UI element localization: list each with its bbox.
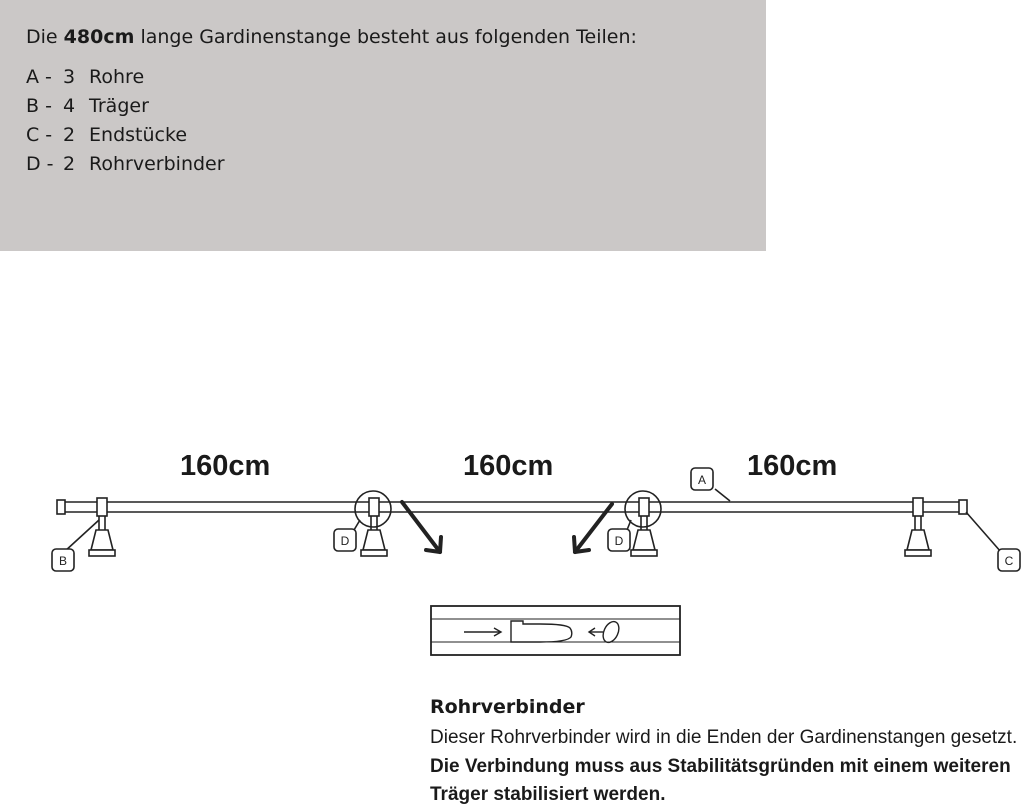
callout-b: B <box>58 554 68 568</box>
connector-title: Rohrverbinder <box>430 696 585 718</box>
dimension-label-middle: 160cm <box>463 450 554 482</box>
dimension-label-left: 160cm <box>180 450 271 482</box>
curtain-rod <box>57 500 967 514</box>
part-row-b: B - 4 Träger <box>26 95 149 117</box>
total-length: 480cm <box>63 26 135 48</box>
callout-a: A <box>697 473 707 487</box>
part-row-c: C - 2 Endstücke <box>26 124 188 146</box>
connector-detail <box>431 606 680 655</box>
connector-plug <box>511 621 572 642</box>
leader-c <box>966 512 1001 552</box>
leader-d-left <box>354 520 360 530</box>
intro-text: Die 480cm lange Gardinenstange besteht aus folgenden Teilen: <box>26 26 637 48</box>
bracket-1 <box>89 498 115 556</box>
callout-d-left: D <box>340 534 350 548</box>
part-row-d: D - 2 Rohrverbinder <box>26 153 225 175</box>
dimension-label-right: 160cm <box>747 450 838 482</box>
connector-description: Dieser Rohrverbinder wird in die Enden der Gardinenstangen gesetzt. Die Verbindung muss aus Stabilitätsgründen mit einem weiteren Träger stabilisiert werden. <box>430 727 1018 805</box>
rod-opening <box>600 619 622 645</box>
leader-a <box>715 489 730 501</box>
bracket-4 <box>905 498 931 556</box>
callout-d-right: D <box>614 534 624 548</box>
part-row-a: A - 3 Rohre <box>26 66 145 88</box>
callout-c: C <box>1004 554 1014 568</box>
arrow-down-right-icon <box>402 502 441 552</box>
